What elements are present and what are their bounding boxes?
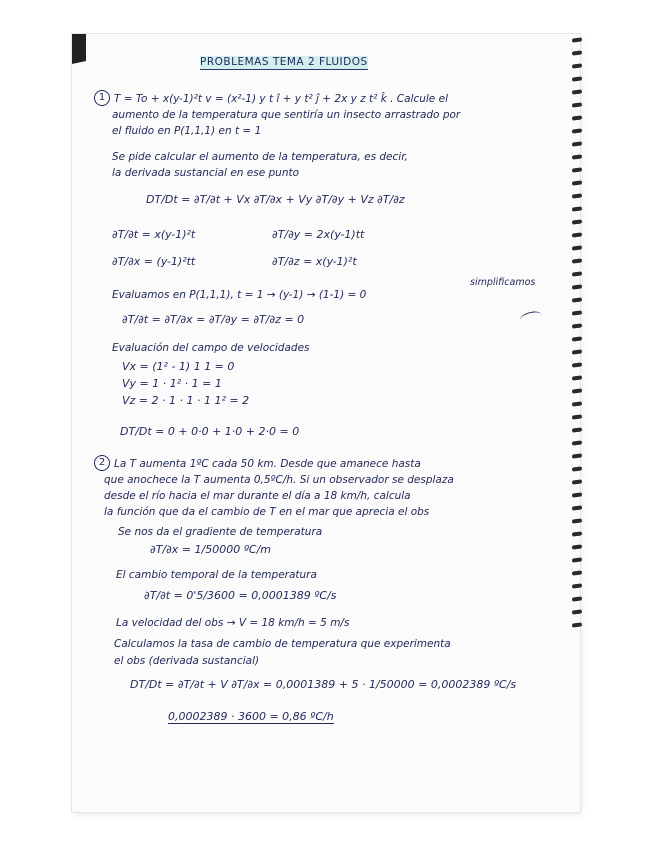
page-corner-shadow: [72, 34, 86, 64]
p1-velocity-title: Evaluación del campo de velocidades: [112, 342, 310, 354]
p1-statement-line-2: aumento de la temperatura que sentiría un insecto arrastrado por: [112, 109, 461, 121]
spiral-coil: [572, 167, 582, 172]
p2-calc-intro-line-2: el obs (derivada sustancial): [114, 655, 260, 667]
p2-final-result: 0,0002389 · 3600 = 0,86 ºC/h: [168, 710, 334, 723]
spiral-coil: [572, 544, 582, 549]
p2-statement-line-4: la función que da el cambio de T en el mar que aprecia el obs: [104, 506, 430, 518]
spiral-coil: [572, 466, 582, 471]
spiral-coil: [572, 219, 582, 224]
spiral-coil: [572, 336, 582, 341]
spiral-coil: [572, 427, 582, 432]
notebook-page: [72, 34, 580, 812]
p2-gradient: ∂T/∂x = 1/50000 ºC/m: [150, 543, 271, 556]
p2-result: DT/Dt = ∂T/∂t + V ∂T/∂x = 0,0001389 + 5 · 1/50000 = 0,0002389 ºC/s: [130, 678, 517, 691]
spiral-coil: [572, 388, 582, 393]
p1-statement-line-3: el fluido en P(1,1,1) en t = 1: [112, 125, 262, 137]
p2-statement-line-1: La T aumenta 1ºC cada 50 km. Desde que amanece hasta: [114, 458, 421, 470]
p1-statement-line-1: T = To + x(y-1)²t v = (x²-1) y t î + y t² ĵ + 2x y z t² k̂ . Calcule el: [114, 93, 448, 105]
p1-evaluating: Evaluamos en P(1,1,1), t = 1 → (y-1) → (1-1) = 0: [112, 289, 367, 301]
p1-result: DT/Dt = 0 + 0·0 + 1·0 + 2·0 = 0: [120, 425, 300, 438]
spiral-coil: [572, 258, 582, 263]
problem-2-number: 2: [94, 455, 110, 471]
spiral-coil: [572, 206, 582, 211]
simplify-arrow-icon: [519, 310, 543, 326]
spiral-coil: [572, 232, 582, 237]
spiral-coil: [572, 271, 582, 276]
spiral-coil: [572, 440, 582, 445]
spiral-coil: [572, 310, 582, 315]
spiral-coil: [572, 583, 582, 588]
spiral-coil: [572, 50, 582, 55]
spiral-coil: [572, 453, 582, 458]
spiral-coil: [572, 89, 582, 94]
spiral-coil: [572, 622, 582, 627]
page-title: PROBLEMAS TEMA 2 FLUIDOS: [200, 56, 368, 68]
spiral-coil: [572, 362, 582, 367]
p1-velocity-z: Vz = 2 · 1 · 1 · 1 1² = 2: [122, 394, 250, 407]
p2-temporal-title: El cambio temporal de la temperatura: [116, 569, 317, 581]
problem-1-number: 1: [94, 90, 110, 106]
spiral-coil: [572, 609, 582, 614]
p1-intro-line-1: Se pide calcular el aumento de la temperatura, es decir,: [112, 151, 408, 163]
p2-statement-line-2: que anochece la T aumenta 0,5ºC/h. Si un observador se desplaza: [104, 474, 454, 486]
spiral-coil: [572, 297, 582, 302]
p1-simplify-note: simplificamos: [470, 277, 536, 288]
spiral-coil: [572, 37, 582, 42]
spiral-coil: [572, 414, 582, 419]
notebook-spiral-binding: [572, 38, 586, 638]
spiral-coil: [572, 141, 582, 146]
p2-statement-line-3: desde el río hacia el mar durante el día a 18 km/h, calcula: [104, 490, 411, 502]
p1-partial-t: ∂T/∂t = x(y-1)²t: [112, 228, 196, 241]
p1-partial-x: ∂T/∂x = (y-1)²tt: [112, 255, 196, 268]
spiral-coil: [572, 375, 582, 380]
spiral-coil: [572, 180, 582, 185]
p1-velocity-y: Vy = 1 · 1² · 1 = 1: [122, 377, 222, 390]
spiral-coil: [572, 596, 582, 601]
p1-partial-z: ∂T/∂z = x(y-1)²t: [272, 255, 357, 268]
spiral-coil: [572, 63, 582, 68]
spiral-coil: [572, 557, 582, 562]
spiral-coil: [572, 349, 582, 354]
p1-velocity-x: Vx = (1² - 1) 1 1 = 0: [122, 360, 235, 373]
spiral-coil: [572, 154, 582, 159]
spiral-coil: [572, 531, 582, 536]
spiral-coil: [572, 193, 582, 198]
p2-speed: La velocidad del obs → V = 18 km/h = 5 m/s: [116, 617, 350, 629]
spiral-coil: [572, 323, 582, 328]
spiral-coil: [572, 492, 582, 497]
spiral-coil: [572, 284, 582, 289]
spiral-coil: [572, 570, 582, 575]
p1-partial-y: ∂T/∂y = 2x(y-1)tt: [272, 228, 365, 241]
spiral-coil: [572, 401, 582, 406]
p1-zero-partials: ∂T/∂t = ∂T/∂x = ∂T/∂y = ∂T/∂z = 0: [122, 313, 305, 326]
spiral-coil: [572, 76, 582, 81]
p2-calc-intro-line-1: Calculamos la tasa de cambio de temperatura que experimenta: [114, 638, 451, 650]
spiral-coil: [572, 505, 582, 510]
spiral-coil: [572, 115, 582, 120]
spiral-coil: [572, 518, 582, 523]
p2-temporal: ∂T/∂t = 0'5/3600 = 0,0001389 ºC/s: [144, 589, 337, 602]
spiral-coil: [572, 102, 582, 107]
spiral-coil: [572, 479, 582, 484]
spiral-coil: [572, 245, 582, 250]
p1-material-derivative: DT/Dt = ∂T/∂t + Vx ∂T/∂x + Vy ∂T/∂y + Vz ∂T/∂z: [146, 193, 405, 206]
p2-gradient-title: Se nos da el gradiente de temperatura: [118, 526, 323, 538]
p1-intro-line-2: la derivada sustancial en ese punto: [112, 167, 300, 179]
spiral-coil: [572, 128, 582, 133]
